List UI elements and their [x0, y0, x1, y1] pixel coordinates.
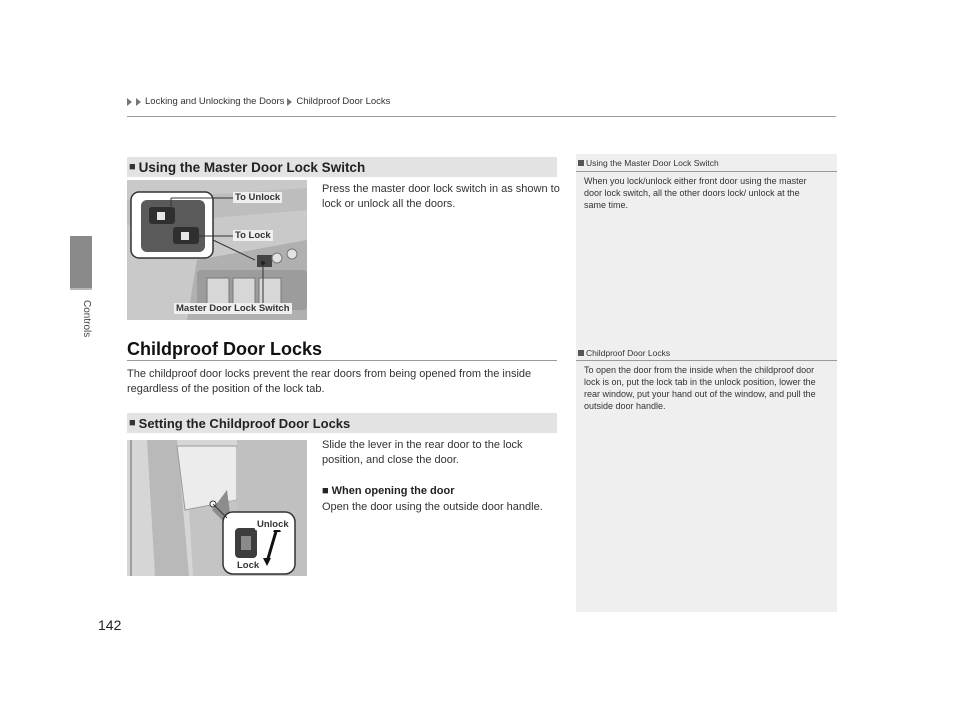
subheading-square-icon: ■	[322, 485, 329, 497]
note-divider	[576, 171, 837, 172]
opening-door-label: When opening the door	[331, 485, 455, 497]
note-childproof-heading: Childproof Door Locks	[578, 348, 670, 358]
breadcrumb-level2-link[interactable]: Childproof Door Locks	[296, 96, 391, 107]
setting-heading: Setting the Childproof Door Locks	[138, 415, 351, 431]
rear-door-drawing	[127, 440, 307, 576]
sidebar-divider	[70, 288, 92, 290]
sidebar-tab	[70, 236, 92, 288]
master-switch-section-bar	[127, 157, 557, 177]
master-switch-instructions: Press the master door lock switch in as shown to lock or unlock all the doors.	[322, 183, 560, 210]
setting-section-bar	[127, 413, 557, 433]
breadcrumb-arrow-icon	[287, 98, 292, 106]
opening-door-subheading	[322, 485, 454, 497]
note-marker-icon	[578, 160, 584, 166]
unlock-callout: Unlock	[257, 519, 289, 530]
breadcrumb-level1-link[interactable]: Locking and Unlocking the Doors	[145, 96, 285, 107]
notes-panel	[576, 154, 837, 612]
master-switch-heading: Using the Master Door Lock Switch	[138, 159, 366, 175]
childproof-title-rule	[127, 360, 557, 361]
header-divider	[127, 116, 836, 117]
to-lock-callout: To Lock	[235, 230, 271, 241]
master-switch-callout: Master Door Lock Switch	[176, 303, 290, 314]
section-square-icon: ■	[129, 417, 136, 429]
page-number: 142	[98, 617, 122, 633]
lock-callout: Lock	[237, 560, 260, 571]
breadcrumb	[127, 96, 390, 107]
childproof-title: Childproof Door Locks	[127, 339, 322, 359]
note-divider	[576, 360, 837, 361]
note-master-text: When you lock/unlock either front door using the master door lock switch, all the other doors lock/ unlock at the same time.	[584, 176, 807, 210]
note-childproof-text: To open the door from the inside when the childproof door lock is on, put the lock tab in the unlock position, lower the rear window, put your hand out of the window, and pull the outside door handle.	[584, 365, 816, 411]
to-unlock-callout: To Unlock	[235, 192, 281, 203]
note-marker-icon	[578, 350, 584, 356]
childproof-lock-illustration	[127, 440, 307, 576]
note-master-heading: Using the Master Door Lock Switch	[578, 158, 719, 168]
opening-door-instructions: Open the door using the outside door handle.	[322, 501, 543, 513]
section-square-icon: ■	[129, 161, 136, 173]
setting-instructions: Slide the lever in the rear door to the lock position, and close the door.	[322, 439, 523, 466]
master-switch-illustration	[127, 180, 307, 320]
childproof-intro: The childproof door locks prevent the rear doors from being opened from the inside regardless of the position of the lock tab.	[127, 368, 532, 395]
sidebar-section-label: Controls	[81, 300, 92, 338]
breadcrumb-arrow-icon	[136, 98, 141, 106]
breadcrumb-arrow-icon	[127, 98, 132, 106]
